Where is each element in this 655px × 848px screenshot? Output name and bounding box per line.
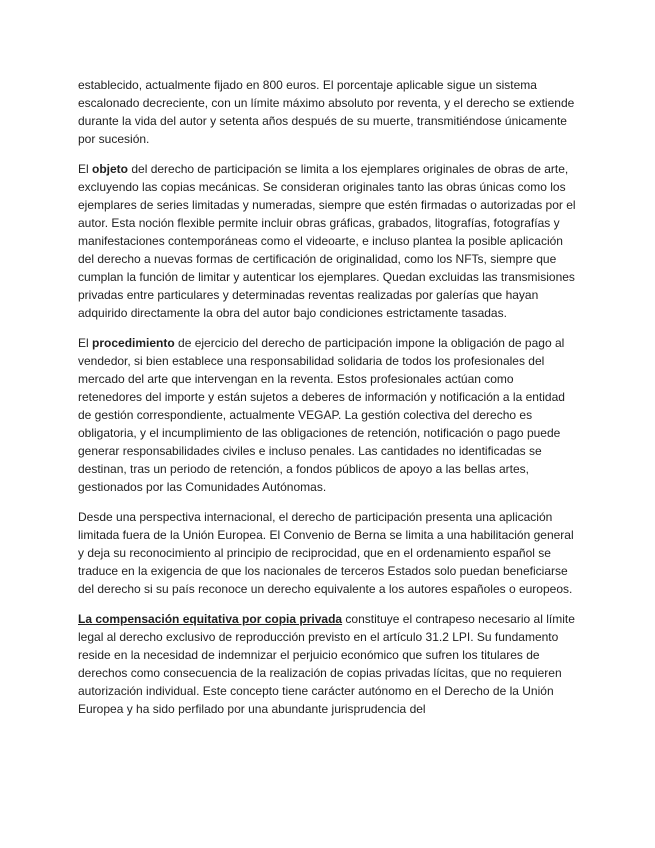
paragraph-text: constituye el contrapeso necesario al límite legal al derecho exclusivo de reproducción previsto en el artículo 31.2 LPI. Su fundamento reside en la necesidad de indemnizar el perjuicio económico que sufren los titulares de derechos como consecuencia de la realización de copias privadas lícitas, que no requieren autorización individual. Este concepto tiene carácter autónomo en el Derecho de la Unión Europea y ha sido perfilado por una abundante jurisprudencia del (78, 612, 575, 716)
paragraph-text: establecido, actualmente fijado en 800 euros. El porcentaje aplicable sigue un sistema escalonado decreciente, con un límite máximo absoluto por reventa, y el derecho se extiende durante la vida del autor y setenta años después de su muerte, transmitiéndose únicamente por sucesión. (78, 78, 575, 146)
paragraph-international (78, 508, 578, 598)
paragraph-resale-right-duration (78, 76, 578, 148)
paragraph-procedure (78, 334, 578, 496)
bold-term-objeto: objeto (92, 162, 129, 176)
paragraph-text: Desde una perspectiva internacional, el derecho de participación presenta una aplicación limitada fuera de la Unión Europea. El Convenio de Berna se limita a una habilitación general y deja su reconocimiento al principio de reciprocidad, que en el ordenamiento español se traduce en la exigencia de que los nacionales de terceros Estados solo puedan beneficiarse del derecho si su país reconoce un derecho equivalente a los autores españoles o europeos. (78, 510, 574, 596)
paragraph-object (78, 160, 578, 322)
paragraph-text: de ejercicio del derecho de participación impone la obligación de pago al vendedor, si bien establece una responsabilidad solidaria de todos los profesionales del mercado del arte que intervengan en la reventa. Estos profesionales actúan como retenedores del importe y están sujetos a deberes de información y notificación a la entidad de gestión correspondiente, actualmente VEGAP. La gestión colectiva del derecho es obligatoria, y el incumplimiento de las obligaciones de retención, notificación o pago puede generar responsabilidades civiles e incluso penales. Las cantidades no identificadas se destinan, tras un periodo de retención, a fondos públicos de apoyo a las bellas artes, gestionados por las Comunidades Autónomas. (78, 336, 565, 494)
bold-term-procedimiento: procedimiento (92, 336, 175, 350)
paragraph-private-copy-compensation (78, 610, 578, 718)
paragraph-lead: El (78, 336, 93, 350)
paragraph-lead: El (78, 162, 93, 176)
document-page (78, 76, 578, 730)
paragraph-text: del derecho de participación se limita a los ejemplares originales de obras de arte, excluyendo las copias mecánicas. Se consideran originales tanto las obras únicas como los ejemplares de series limitadas y numeradas, siempre que estén firmadas o autorizadas por el autor. Esta noción flexible permite incluir obras gráficas, grabados, litografías, fotografías y manifestaciones contemporáneas como el videoarte, e incluso plantea la posible aplicación del derecho a nuevas formas de certificación de originalidad, como los NFTs, siempre que cumplan la función de limitar y autenticar los ejemplares. Quedan excluidas las transmisiones privadas entre particulares y determinadas reventas realizadas por galerías que hayan adquirido directamente la obra del autor bajo condiciones estrictamente tasadas. (78, 162, 576, 320)
section-heading-private-copy: La compensación equitativa por copia privada (78, 612, 343, 626)
